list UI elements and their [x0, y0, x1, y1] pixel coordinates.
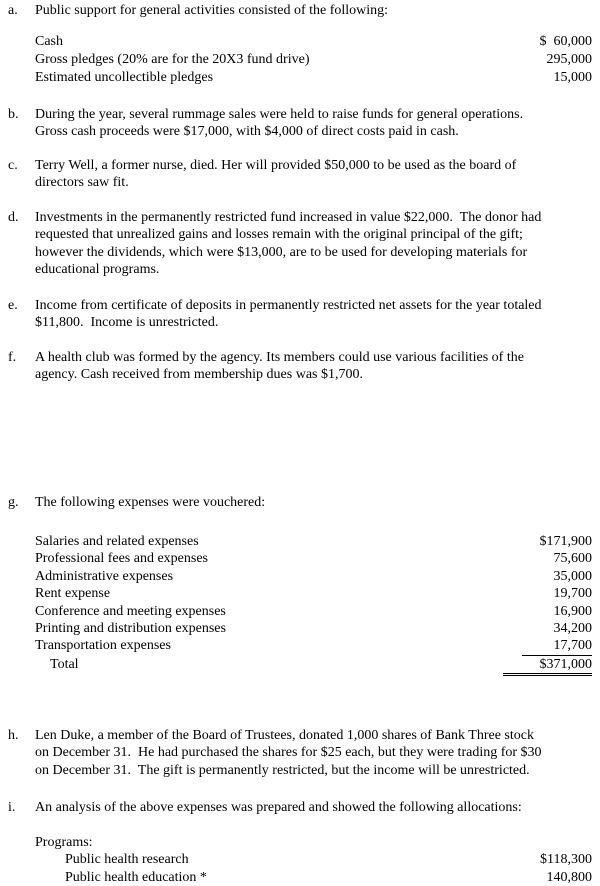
row-label: Administrative expenses — [35, 568, 174, 584]
row-amount: 19,700 — [553, 586, 592, 602]
item-d-letter: d. — [8, 210, 19, 225]
paragraph-line: During the year, several rummage sales were held to raise funds for general operations. — [35, 107, 524, 122]
item-h-letter: h. — [8, 728, 19, 743]
row-label: Cash — [35, 34, 63, 49]
row-amount: 16,900 — [553, 603, 592, 619]
row-amount: 295,000 — [546, 52, 592, 67]
item-f — [8, 349, 592, 384]
table-row — [35, 33, 592, 51]
paragraph-line: on December 31. He had purchased the shares for $25 each, but they were trading for $30 — [35, 745, 542, 761]
paragraph-line: $11,800. Income is unrestricted. — [35, 315, 219, 331]
table-row — [35, 568, 592, 585]
row-label: Salaries and related expenses — [35, 534, 199, 549]
paragraph-line: requested that unrealized gains and losses remain with the original principal of the gift; — [35, 227, 523, 243]
paragraph-line: The following expenses were vouchered: — [35, 495, 266, 510]
item-i — [8, 799, 592, 816]
row-amount: 75,600 — [553, 551, 592, 567]
paragraph-line: Investments in the permanently restricted fund increased in value $22,000. The donor had — [35, 210, 542, 225]
row-amount: $118,300 — [540, 852, 592, 868]
row-amount-total: $371,000 — [503, 656, 592, 676]
item-d — [8, 209, 592, 279]
item-i-letter: i. — [8, 800, 16, 815]
table-row — [35, 550, 592, 567]
row-label: Public health research — [65, 852, 189, 868]
item-c-letter: c. — [8, 158, 18, 173]
item-g — [8, 494, 592, 511]
row-amount: $171,900 — [539, 534, 592, 549]
table-row — [35, 533, 592, 550]
paragraph-line: agency. Cash received from membership dues was $1,700. — [35, 367, 363, 383]
row-amount: 34,200 — [553, 621, 592, 637]
row-amount-underlined: 17,700 — [522, 637, 592, 655]
row-label: Printing and distribution expenses — [35, 621, 226, 637]
paragraph-line: however the dividends, which were $13,000, are to be used for developing materials for — [35, 244, 528, 260]
table-row — [35, 851, 592, 868]
item-e — [8, 297, 592, 332]
table-row — [35, 869, 592, 886]
table-row — [35, 637, 592, 655]
paragraph-line: Terry Well, a former nurse, died. Her will provided $50,000 to be used as the board of — [35, 158, 517, 173]
item-c — [8, 157, 592, 192]
item-f-letter: f. — [8, 350, 17, 365]
item-h — [8, 727, 592, 779]
row-label: Total — [50, 656, 79, 672]
item-e-letter: e. — [8, 298, 18, 313]
expenses-table — [35, 533, 592, 676]
paragraph-line: educational programs. — [35, 262, 160, 278]
row-label: Estimated uncollectible pledges — [35, 70, 214, 85]
table-row — [35, 585, 592, 602]
table-row-heading — [35, 834, 592, 851]
programs-heading: Programs: — [35, 835, 93, 850]
paragraph-line: Gross cash proceeds were $17,000, with $4,000 of direct costs paid in cash. — [35, 124, 459, 140]
allocations-table — [35, 834, 592, 886]
item-b — [8, 106, 592, 141]
row-label: Professional fees and expenses — [35, 551, 209, 567]
row-label: Conference and meeting expenses — [35, 603, 226, 619]
row-label: Gross pledges (20% are for the 20X3 fund drive) — [35, 52, 310, 67]
paragraph-line: Len Duke, a member of the Board of Trustees, donated 1,000 shares of Bank Three stock — [35, 728, 534, 743]
table-row — [35, 620, 592, 637]
table-row-total — [35, 656, 592, 676]
public-support-table — [35, 33, 592, 87]
row-amount: 15,000 — [553, 70, 592, 85]
table-row — [35, 69, 592, 87]
item-a — [8, 2, 592, 19]
row-amount: 35,000 — [553, 568, 592, 584]
row-amount: $ 60,000 — [539, 34, 592, 49]
paragraph-line: on December 31. The gift is permanently restricted, but the income will be unrestricted. — [35, 762, 530, 778]
table-row — [35, 51, 592, 69]
table-row — [35, 603, 592, 620]
item-a-letter: a. — [8, 3, 18, 18]
paragraph-line: directors saw fit. — [35, 175, 129, 191]
paragraph-line: Public support for general activities consisted of the following: — [35, 3, 389, 18]
row-label: Public health education * — [65, 869, 207, 885]
paragraph-line: An analysis of the above expenses was prepared and showed the following allocations: — [35, 800, 522, 815]
item-b-letter: b. — [8, 107, 19, 122]
row-amount: 140,800 — [546, 869, 592, 885]
paragraph-line: A health club was formed by the agency. Its members could use various facilities of the — [35, 350, 524, 365]
row-label: Rent expense — [35, 586, 111, 602]
item-g-letter: g. — [8, 495, 19, 510]
paragraph-line: Income from certificate of deposits in permanently restricted net assets for the year totaled — [35, 298, 542, 313]
row-label: Transportation expenses — [35, 638, 171, 654]
